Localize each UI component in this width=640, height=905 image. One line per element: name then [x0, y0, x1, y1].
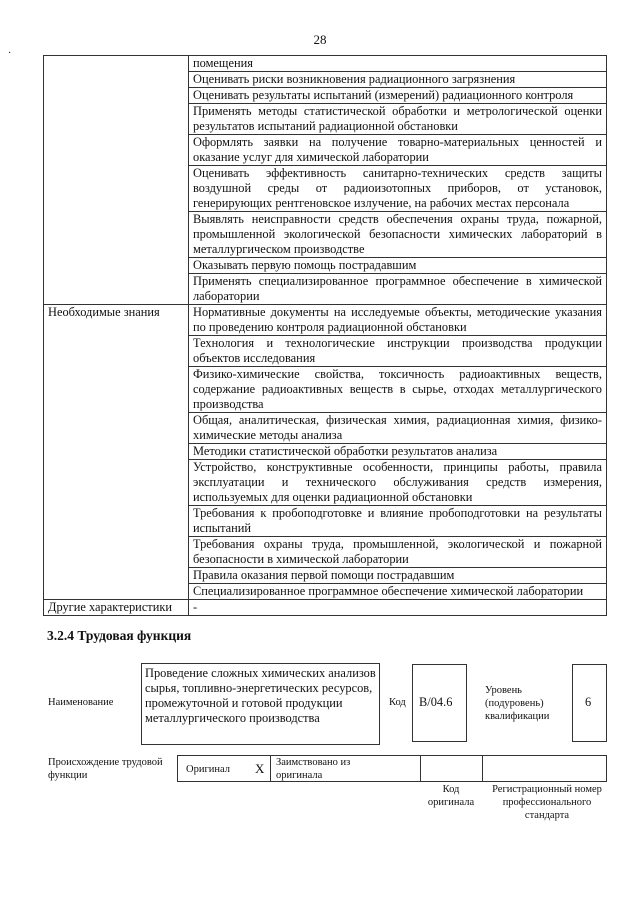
row-value: Оценивать риски возникновения радиационного загрязнения: [189, 72, 607, 88]
knowledge-row: [44, 305, 607, 336]
row-label: Другие характеристики: [44, 600, 189, 616]
name-value: Проведение сложных химических анализов сырья, топливно-энергетических ресурсов, промежуточной и готовой продукции металлургического производства: [141, 663, 380, 745]
row-value: Правила оказания первой помощи пострадавшим: [189, 568, 607, 584]
row-value: Требования охраны труда, промышленной, экологической и пожарной безопасности в химической лаборатории: [189, 537, 607, 568]
row-value: Применять специализированное программное обеспечение в химической лаборатории: [189, 274, 607, 305]
row-label: [44, 166, 189, 212]
skills-row: [44, 56, 607, 72]
row-label: [44, 413, 189, 444]
skills-row: [44, 212, 607, 258]
code-box: [412, 664, 467, 742]
skills-row: [44, 274, 607, 305]
row-value: Нормативные документы на исследуемые объекты, методические указания по проведению контроля радиационной обстановки: [189, 305, 607, 336]
page-number: 28: [313, 32, 327, 47]
other-characteristics-row: [44, 600, 607, 616]
row-label: [44, 72, 189, 88]
requirements-table: [43, 55, 607, 616]
row-label: [44, 88, 189, 104]
row-value: Применять методы статистической обработки и метрологической оценки результатов испытаний радиационной обстановки: [189, 104, 607, 135]
row-label: [44, 460, 189, 506]
knowledge-row: [44, 444, 607, 460]
level-label: Уровень (подуровень) квалификации: [485, 685, 550, 722]
row-label: [44, 568, 189, 584]
row-label: [44, 56, 189, 72]
row-label: [44, 258, 189, 274]
skills-row: [44, 258, 607, 274]
row-value: Специализированное программное обеспечение химической лаборатории: [189, 584, 607, 600]
reg-number-label: Регистрационный номер профессионального стандарта: [492, 784, 602, 821]
row-value: Физико-химические свойства, токсичность радиоактивных веществ, содержание радиоактивных веществ в сырье, отходах металлургического производства: [189, 367, 607, 413]
row-value: Оформлять заявки на получение товарно-материальных ценностей и оказание услуг для химической лаборатории: [189, 135, 607, 166]
knowledge-row: [44, 584, 607, 600]
row-value: помещения: [189, 56, 607, 72]
row-label: [44, 367, 189, 413]
name-label: Наименование: [48, 697, 114, 708]
row-value: Общая, аналитическая, физическая химия, радиационная химия, физико-химические методы анализа: [189, 413, 607, 444]
row-value: Устройство, конструктивные особенности, принципы работы, правила эксплуатации и технического обслуживания средств измерения, используемых для оценки радиационной обстановки: [189, 460, 607, 506]
original-mark: X: [255, 761, 265, 776]
row-label: [44, 274, 189, 305]
row-label: [44, 584, 189, 600]
knowledge-row: [44, 568, 607, 584]
row-label: Необходимые знания: [44, 305, 189, 336]
knowledge-row: [44, 537, 607, 568]
level-box: [572, 664, 607, 742]
skills-row: [44, 166, 607, 212]
divider: [270, 756, 271, 781]
knowledge-row: [44, 413, 607, 444]
divider: [482, 756, 483, 781]
knowledge-row: [44, 336, 607, 367]
row-value: Выявлять неисправности средств обеспечения охраны труда, пожарной, промышленной экологической безопасности химических лабораторий в металлургическом производстве: [189, 212, 607, 258]
scan-speck: ·: [8, 48, 12, 59]
row-value: Оценивать результаты испытаний (измерений) радиационного контроля: [189, 88, 607, 104]
knowledge-row: [44, 367, 607, 413]
code-label: Код: [389, 697, 406, 708]
origin-row: [177, 755, 607, 782]
row-value: Оценивать эффективность санитарно-технических средств защиты воздушной среды от радиоизотопных приборов, от установок, генерирующих рентгеновское излучение, на рабочих местах персонала: [189, 166, 607, 212]
row-value: Технология и технологические инструкции производства продукции объектов исследования: [189, 336, 607, 367]
original-label: Оригинал: [186, 764, 230, 775]
row-label: [44, 537, 189, 568]
row-value: Оказывать первую помощь пострадавшим: [189, 258, 607, 274]
skills-row: [44, 88, 607, 104]
knowledge-row: [44, 460, 607, 506]
row-value: -: [189, 600, 607, 616]
code-original-label: Код оригинала: [427, 784, 475, 808]
borrowed-label: Заимствовано из оригинала: [276, 757, 351, 781]
row-label: [44, 444, 189, 460]
divider: [420, 756, 421, 781]
skills-row: [44, 135, 607, 166]
row-label: [44, 135, 189, 166]
origin-label: Происхождение трудовой функции: [48, 757, 163, 781]
knowledge-row: [44, 506, 607, 537]
row-label: [44, 212, 189, 258]
row-label: [44, 336, 189, 367]
skills-row: [44, 104, 607, 135]
section-title: 3.2.4 Трудовая функция: [47, 628, 192, 643]
row-label: [44, 506, 189, 537]
row-label: [44, 104, 189, 135]
code-value: B/04.6: [419, 695, 453, 709]
row-value: Требования к пробоподготовке и влияние пробоподготовки на результаты испытаний: [189, 506, 607, 537]
row-value: Методики статистической обработки результатов анализа: [189, 444, 607, 460]
skills-row: [44, 72, 607, 88]
level-value: 6: [585, 695, 592, 709]
